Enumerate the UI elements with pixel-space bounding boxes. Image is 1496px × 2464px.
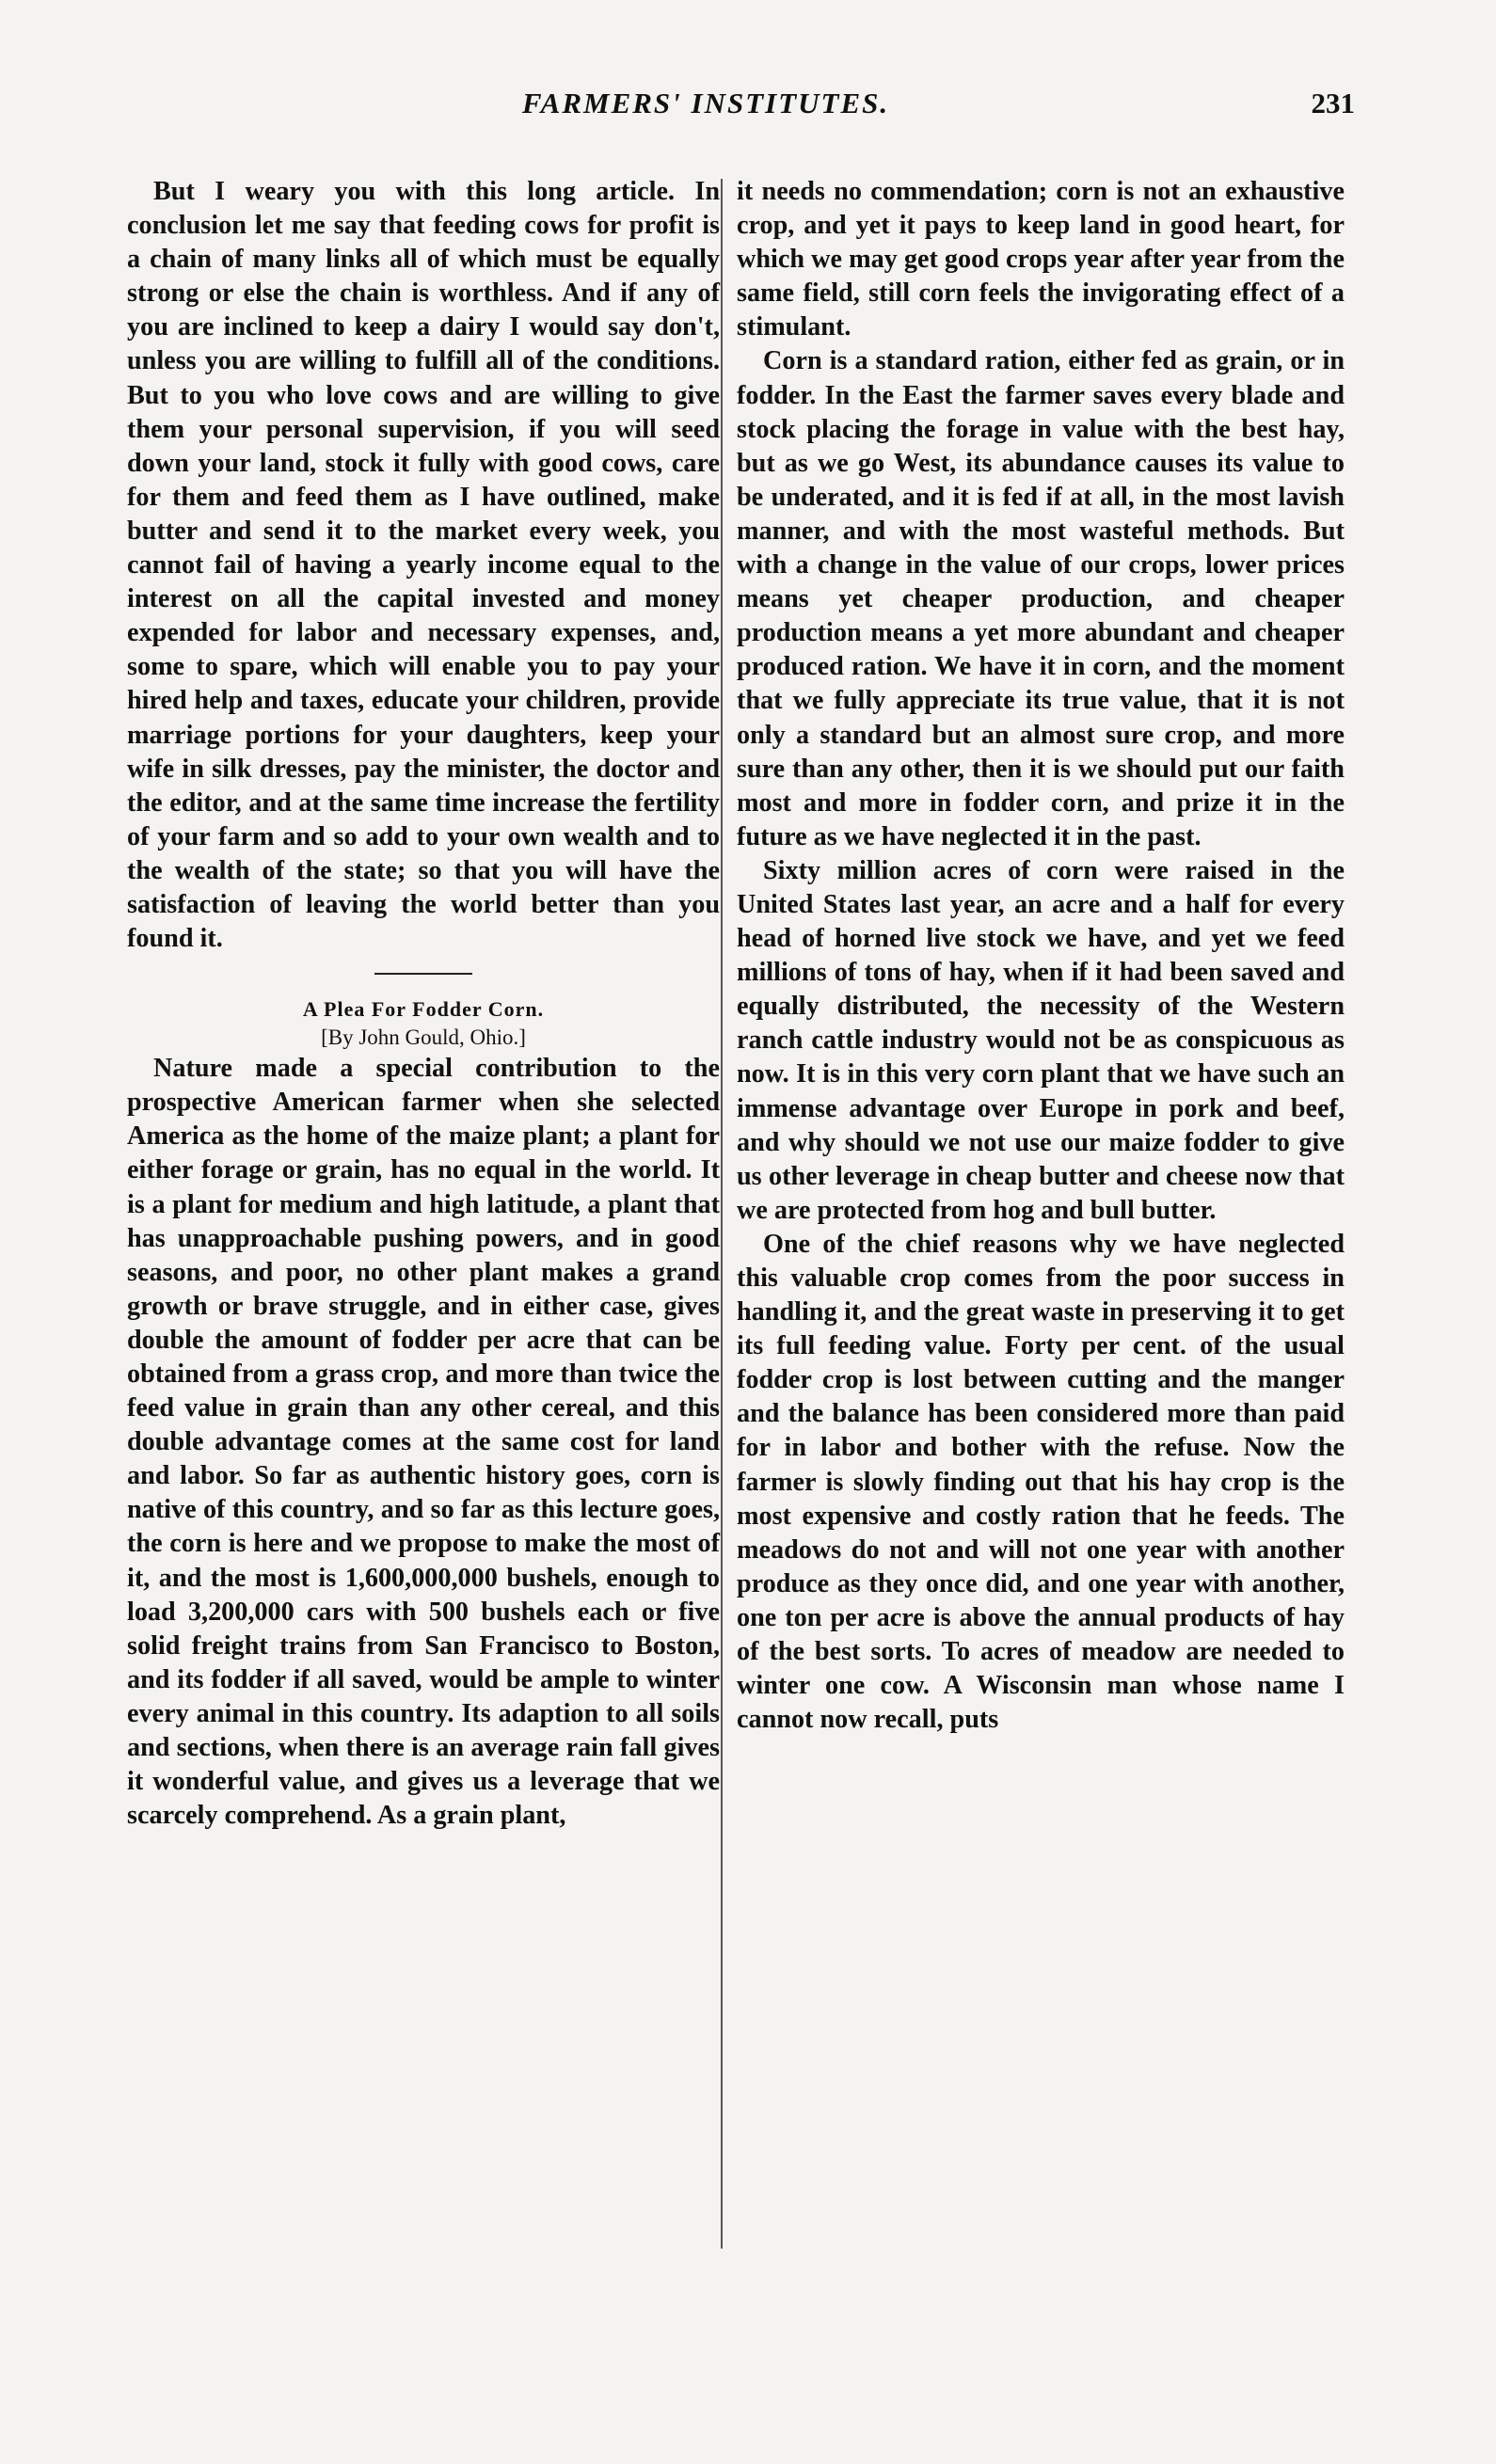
body-paragraph: Nature made a special contribution to the prospective American farmer when she selected America as the home of the maize plant; a plant for either forage or grain, has no equal in the world. It is a plant for medium and high latitude, a plant that has unapproachable pushing powers, and in good seasons, and poor, no other plant makes a grand growth or brave struggle, and in either case, gives double the amount of fodder per acre that can be obtained from a grass crop, and more than twice the feed value in grain than any other cereal, and this double advantage comes at the same cost for land and labor. So far as authentic history goes, corn is native of this country, and so far as this lecture goes, the corn is here and we propose to make the most of it, and the most is 1,600,000,000 bushels, enough to load 3,200,000 cars with 500 bushels each or five solid freight trains from San Francisco to Boston, and its fodder if all saved, would be ample to winter every animal in this country. Its adaption to all soils and sections, when there is an average rain fall gives it wonderful value, and gives us a leverage that we scarcely comprehend. As a grain plant, <box>127 1054 720 1831</box>
closing-paragraph: But I weary you with this long article. In conclusion let me say that feeding cows for profit is a chain of many links all of which must be equally strong or else the chain is worthless. And if any of you are inclined to keep a dairy I would say don't, unless you are willing to fulfill all of the conditions. But to you who love cows and are willing to give them your personal supervision, if you will seed down your land, stock it fully with good cows, care for them and feed them as I have outlined, make butter and send it to the market every week, you cannot fail of having a yearly income equal to the interest on all the capital invested and money expended for labor and necessary expenses, and, some to spare, which will enable you to pay your hired help and taxes, educate your children, provide marriage portions for your daughters, keep your wife in silk dresses, pay the minister, the doctor and the editor, and at the same time increase the fertility of your farm and so add to your own wealth and to the wealth of the state; so that you will have the satisfaction of leaving the world better than you found it. <box>127 177 720 954</box>
article-title: A Plea For Fodder Corn. <box>302 997 545 1022</box>
body-paragraph: Sixty million acres of corn were raised in the United States last year, an acre and a half for every head of horned live stock we have, and yet we feed millions of tons of hay, when if it had been saved and equally distributed, the necessity of the Western ranch cattle industry would not be as conspicuous as now. It is in this very corn plant that we have such an immense advantage over Europe in pork and beef, and why should we not use our maize fodder to give us other leverage in cheap butter and cheese now that we are protected from hog and bull butter. <box>737 855 1345 1225</box>
running-title: FARMERS' INSTITUTES. <box>521 87 890 119</box>
column-divider <box>721 179 723 2249</box>
body-paragraph: Corn is a standard ration, either fed as grain, or in fodder. In the East the farmer saves every blade and stock placing the forage in value with the best hay, but as we go West, its abundance causes its value to be underated, and it is fed if at all, in the most lavish manner, and with the most wasteful methods. But with a change in the value of our crops, lower prices means yet cheaper production, and cheaper production means a yet more abundant and cheaper produced ration. We have it in corn, and the moment that we fully appreciate its true value, that it is not only a standard but an almost sure crop, and more sure than any other, then it is we should put our faith most and more in fodder corn, and prize it in the future as we have neglected it in the past. <box>737 346 1345 851</box>
body-paragraph: it needs no commendation; corn is not an exhaustive crop, and yet it pays to keep land in good heart, for which we may get good crops year after year from the same field, still corn feels the invigorating effect of a stimulant. <box>737 177 1345 342</box>
page-number: 231 <box>1311 87 1355 119</box>
section-rule <box>374 973 472 975</box>
right-column <box>737 175 1345 1737</box>
article-byline: [By John Gould, Ohio.] <box>321 1025 526 1050</box>
body-paragraph: One of the chief reasons why we have neglected this valuable crop comes from the poor success in handling it, and the great waste in preserving it to get its full feeding value. Forty per cent. of the usual fodder crop is lost between cutting and the manger and the balance has been considered more than paid for in labor and bother with the refuse. Now the farmer is slowly finding out that his hay crop is the most expensive and costly ration that he feeds. The meadows do not and will not one year with another produce as they once did, and one year with another, one ton per acre is above the annual products of hay of the best sorts. To acres of meadow are needed to winter one cow. A Wisconsin man whose name I cannot now recall, puts <box>737 1229 1345 1735</box>
page-header <box>188 87 1355 134</box>
left-column <box>127 175 720 1833</box>
